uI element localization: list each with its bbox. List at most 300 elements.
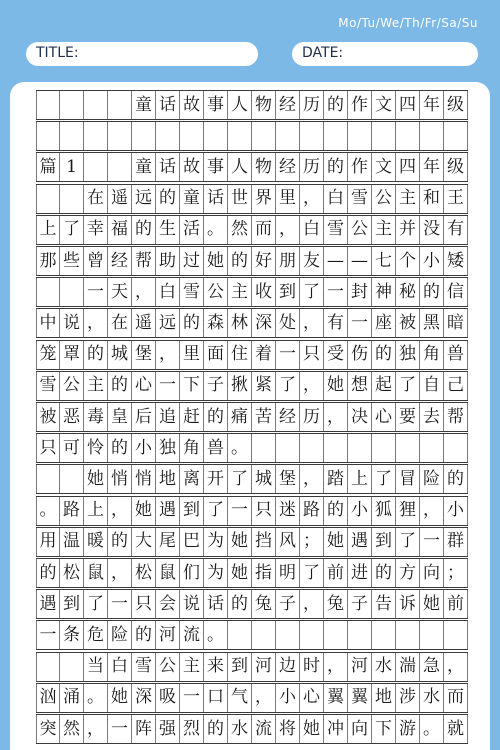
grid-cell: 角 [420,341,444,369]
grid-cell: 急 [420,653,444,681]
grid-cell: 松 [132,559,156,587]
grid-cell [60,465,84,493]
grid-cell [444,434,468,462]
grid-row [36,558,468,588]
grid-cell: 和 [420,185,444,213]
grid-row [36,652,468,682]
grid-cell: 就 [444,715,468,743]
grid-cell: 边 [276,653,300,681]
grid-cell [372,621,396,649]
grid-cell: 下 [372,715,396,743]
grid-cell: 到 [180,497,204,525]
grid-cell [108,122,132,150]
grid-cell: 强 [156,715,180,743]
grid-cell: 会 [156,590,180,618]
grid-cell: 福 [108,216,132,244]
grid-cell [348,621,372,649]
grid-cell: 在 [84,185,108,213]
grid-cell: 水 [420,684,444,712]
grid-cell: 说 [60,309,84,337]
grid-cell: 为 [204,559,228,587]
grid-cell: 王 [444,185,468,213]
grid-row [36,90,468,120]
grid-cell: 流 [180,621,204,649]
grid-cell: 笼 [36,341,60,369]
title-field[interactable] [26,42,258,66]
grid-cell: 了 [204,497,228,525]
grid-cell [396,434,420,462]
grid-cell: 年 [420,153,444,181]
grid-cell: 一 [108,715,132,743]
grid-cell: 信 [444,278,468,306]
grid-cell: 好 [252,247,276,275]
grid-row [36,340,468,370]
grid-cell: 城 [252,465,276,493]
grid-cell: 有 [324,309,348,337]
grid-cell: 流 [252,715,276,743]
grid-cell: 遇 [36,590,60,618]
grid-cell: 兔 [252,590,276,618]
grid-cell: 群 [444,528,468,556]
grid-cell: 童 [180,185,204,213]
grid-cell: 的 [36,559,60,587]
grid-cell: 进 [348,559,372,587]
grid-row [36,371,468,401]
grid-cell: 生 [156,216,180,244]
grid-cell: 公 [60,372,84,400]
grid-cell: 话 [156,153,180,181]
grid-cell: 事 [204,91,228,119]
grid-row [36,184,468,214]
grid-cell [36,278,60,306]
grid-cell: 大 [132,528,156,556]
grid-cell: 一 [348,309,372,337]
grid-cell: 上 [84,497,108,525]
grid-cell: 说 [180,590,204,618]
grid-cell: ， [84,715,108,743]
grid-cell: 暖 [84,528,108,556]
weekday-selector[interactable]: Mo/Tu/We/Th/Fr/Sa/Su [338,16,478,30]
grid-cell [396,621,420,649]
grid-cell [60,122,84,150]
grid-cell [60,91,84,119]
grid-cell [36,653,60,681]
grid-cell: 水 [228,715,252,743]
grid-cell [60,653,84,681]
grid-cell: 去 [420,403,444,431]
grid-cell: 城 [108,341,132,369]
grid-cell: ， [156,341,180,369]
grid-cell [420,434,444,462]
grid-cell: 雪 [180,278,204,306]
grid-cell: 经 [108,247,132,275]
grid-cell: 公 [156,653,180,681]
grid-cell: ， [444,653,468,681]
grid-cell: 的 [324,153,348,181]
grid-cell [36,185,60,213]
grid-cell: 级 [444,153,468,181]
grid-cell: 历 [300,153,324,181]
grid-cell [132,122,156,150]
grid-cell: 她 [84,465,108,493]
grid-cell: 子 [348,590,372,618]
grid-cell [276,434,300,462]
grid-cell: 雪 [132,653,156,681]
grid-cell: 只 [300,341,324,369]
grid-cell: 个 [396,247,420,275]
grid-cell: 经 [276,403,300,431]
grid-cell: 那 [36,247,60,275]
grid-cell: 人 [228,91,252,119]
grid-cell: 只 [36,434,60,462]
grid-cell: 阵 [132,715,156,743]
grid-cell: 鼠 [156,559,180,587]
grid-cell: 踏 [324,465,348,493]
grid-cell: 的 [108,528,132,556]
grid-cell: 一 [420,528,444,556]
grid-cell: 了 [300,559,324,587]
grid-cell: ， [132,278,156,306]
grid-cell: 一 [156,372,180,400]
grid-row [36,308,468,338]
grid-cell: 的 [420,278,444,306]
grid-cell: 迷 [276,497,300,525]
grid-cell: 风 [276,528,300,556]
grid-cell: 了 [228,465,252,493]
grid-cell: ， [108,559,132,587]
grid-cell: 险 [108,621,132,649]
grid-cell: 林 [228,309,252,337]
grid-cell: 当 [84,653,108,681]
grid-cell: 一 [84,278,108,306]
grid-cell: 活 [180,216,204,244]
grid-cell: 遥 [132,309,156,337]
grid-cell: 白 [156,278,180,306]
grid-cell: 深 [132,684,156,712]
grid-cell: 暗 [444,309,468,337]
grid-cell [348,122,372,150]
grid-cell: 自 [420,372,444,400]
grid-cell: 的 [132,216,156,244]
grid-cell: 一 [108,590,132,618]
grid-cell: 一 [228,497,252,525]
grid-cell: 封 [348,278,372,306]
grid-cell: 汹 [36,684,60,712]
grid-cell: 四 [396,153,420,181]
grid-cell: 白 [324,185,348,213]
grid-cell: 她 [324,528,348,556]
grid-cell: 只 [132,590,156,618]
grid-cell: 松 [60,559,84,587]
grid-cell: 她 [300,715,324,743]
grid-cell: 事 [204,153,228,181]
grid-cell [156,122,180,150]
grid-cell: 曾 [84,247,108,275]
grid-cell: 子 [276,590,300,618]
grid-cell: 处 [276,309,300,337]
grid-cell: 游 [396,715,420,743]
grid-cell: 过 [180,247,204,275]
grid-cell: 起 [372,372,396,400]
grid-cell: 的 [180,309,204,337]
grid-cell: 用 [36,528,60,556]
grid-cell: 级 [444,91,468,119]
grid-row [36,464,468,494]
grid-cell [60,185,84,213]
grid-cell: 有 [444,216,468,244]
grid-cell: 森 [204,309,228,337]
grid-cell: 河 [156,621,180,649]
grid-cell: 翼 [324,684,348,712]
grid-cell: 。 [84,684,108,712]
grid-cell: 一 [276,341,300,369]
grid-cell: 心 [372,403,396,431]
grid-cell: 狸 [396,497,420,525]
grid-cell: 主 [180,653,204,681]
grid-cell: 帮 [132,247,156,275]
grid-cell: 遥 [108,185,132,213]
grid-cell: ， [276,216,300,244]
grid-cell: 险 [420,465,444,493]
header-bar [0,0,500,80]
date-label: DATE: [302,45,344,61]
grid-cell: 历 [300,403,324,431]
grid-cell: ， [324,653,348,681]
grid-cell: 的 [324,91,348,119]
grid-cell: 翼 [348,684,372,712]
grid-cell: 故 [180,153,204,181]
grid-cell: 被 [36,403,60,431]
grid-cell: 河 [252,653,276,681]
grid-cell: 兔 [324,590,348,618]
grid-cell: 深 [252,309,276,337]
grid-cell: 白 [300,216,324,244]
grid-cell: 面 [204,341,228,369]
grid-cell: 的 [324,497,348,525]
grid-cell [36,91,60,119]
grid-cell: 远 [132,185,156,213]
grid-cell: 文 [372,91,396,119]
grid-cell: 挡 [252,528,276,556]
grid-cell: 而 [252,216,276,244]
grid-cell: 堡 [132,341,156,369]
grid-cell [324,434,348,462]
grid-cell: 离 [180,465,204,493]
grid-cell: 公 [372,185,396,213]
grid-cell [420,621,444,649]
grid-cell: 告 [372,590,396,618]
grid-cell: 突 [36,715,60,743]
grid-cell: 公 [204,278,228,306]
grid-cell: 受 [324,341,348,369]
grid-cell: 们 [180,559,204,587]
grid-cell: 尾 [156,528,180,556]
grid-cell: ， [300,372,324,400]
grid-cell: 前 [324,559,348,587]
grid-cell: ， [300,590,324,618]
grid-cell: 涌 [60,684,84,712]
grid-cell: 路 [60,497,84,525]
grid-cell [84,153,108,181]
grid-cell: 后 [132,403,156,431]
grid-cell: 一 [180,684,204,712]
grid-cell: 人 [228,153,252,181]
grid-cell [324,621,348,649]
grid-cell [84,122,108,150]
grid-cell: 角 [180,434,204,462]
grid-cell: 话 [204,185,228,213]
grid-cell: 收 [252,278,276,306]
grid-cell: 作 [348,153,372,181]
grid-cell: 来 [204,653,228,681]
grid-cell: 了 [60,216,84,244]
grid-cell: ， [84,309,108,337]
grid-cell: 决 [348,403,372,431]
grid-cell: ， [252,684,276,712]
grid-row [36,527,468,557]
grid-cell: 被 [396,309,420,337]
grid-cell: 一 [324,278,348,306]
grid-row [36,215,468,245]
grid-cell: 揪 [228,372,252,400]
grid-cell: 主 [372,216,396,244]
grid-cell: 兽 [444,341,468,369]
grid-cell [252,621,276,649]
grid-cell: 涉 [396,684,420,712]
grid-cell: 。 [420,715,444,743]
grid-cell: ， [300,185,324,213]
grid-cell: 小 [420,247,444,275]
grid-cell [36,122,60,150]
grid-cell: 1 [60,153,84,181]
grid-cell: ， [108,497,132,525]
grid-cell [444,122,468,150]
grid-cell: 一 [36,621,60,649]
grid-cell: 方 [396,559,420,587]
grid-cell: 恶 [60,403,84,431]
grid-cell [300,122,324,150]
grid-cell: 了 [84,590,108,618]
grid-cell: 七 [372,247,396,275]
grid-cell: 指 [252,559,276,587]
grid-cell: 狐 [372,497,396,525]
title-label: TITLE: [36,45,79,61]
grid-cell: 白 [108,653,132,681]
grid-row [36,683,468,713]
grid-cell: 的 [204,715,228,743]
date-field[interactable] [292,42,478,66]
grid-cell: 并 [396,216,420,244]
grid-cell [108,153,132,181]
grid-cell: 的 [444,465,468,493]
grid-cell: 秘 [396,278,420,306]
grid-cell: 四 [396,91,420,119]
grid-cell [204,122,228,150]
grid-cell: 文 [372,153,396,181]
grid-cell: 主 [84,372,108,400]
grid-cell: 里 [276,185,300,213]
grid-cell: 然 [60,715,84,743]
grid-cell: 她 [132,497,156,525]
grid-cell: 追 [156,403,180,431]
grid-cell: 她 [204,247,228,275]
grid-cell: 经 [276,91,300,119]
grid-cell: 世 [228,185,252,213]
grid-cell: 童 [132,153,156,181]
grid-cell [228,621,252,649]
grid-row [36,496,468,526]
grid-cell: 路 [300,497,324,525]
grid-cell: 神 [372,278,396,306]
grid-cell: 冲 [324,715,348,743]
grid-cell: 的 [372,341,396,369]
grid-cell: 的 [228,247,252,275]
grid-cell: 在 [108,309,132,337]
grid-cell: 了 [396,372,420,400]
grid-cell: 矮 [444,247,468,275]
grid-cell: 到 [228,653,252,681]
grid-cell: 帮 [444,403,468,431]
grid-cell: 子 [204,372,228,400]
grid-cell: 的 [228,590,252,618]
grid-cell: 到 [276,278,300,306]
grid-row [36,152,468,182]
grid-cell: ， [324,403,348,431]
grid-cell [324,122,348,150]
grid-cell: 悄 [108,465,132,493]
grid-cell: 上 [348,465,372,493]
grid-cell: ， [300,465,324,493]
grid-cell: 。 [228,434,252,462]
grid-cell: 。 [204,216,228,244]
grid-cell: 危 [84,621,108,649]
grid-cell [348,434,372,462]
grid-cell: 她 [228,559,252,587]
grid-cell: 雪 [348,185,372,213]
grid-cell [228,122,252,150]
grid-cell: 着 [252,341,276,369]
grid-cell: 黑 [420,309,444,337]
grid-cell: 她 [324,372,348,400]
grid-cell [36,465,60,493]
grid-cell: 她 [420,590,444,618]
grid-cell: 前 [444,590,468,618]
grid-cell: ； [300,528,324,556]
grid-cell: 明 [276,559,300,587]
grid-cell: 巴 [180,528,204,556]
grid-row [36,433,468,463]
grid-cell: 赶 [180,403,204,431]
grid-cell [372,122,396,150]
grid-cell: 作 [348,91,372,119]
grid-cell: 烈 [180,715,204,743]
grid-cell: 雪 [36,372,60,400]
grid-cell: 雪 [324,216,348,244]
grid-cell: 痛 [228,403,252,431]
grid-cell: 公 [348,216,372,244]
grid-cell: 气 [228,684,252,712]
grid-cell: 紧 [252,372,276,400]
grid-cell: 主 [396,185,420,213]
grid-cell: 上 [36,216,60,244]
grid-cell [276,621,300,649]
grid-row [36,121,468,151]
grid-cell: 鼠 [84,559,108,587]
grid-cell: 向 [420,559,444,587]
grid-cell: ， [300,309,324,337]
grid-cell: 的 [108,434,132,462]
grid-cell: 历 [300,91,324,119]
